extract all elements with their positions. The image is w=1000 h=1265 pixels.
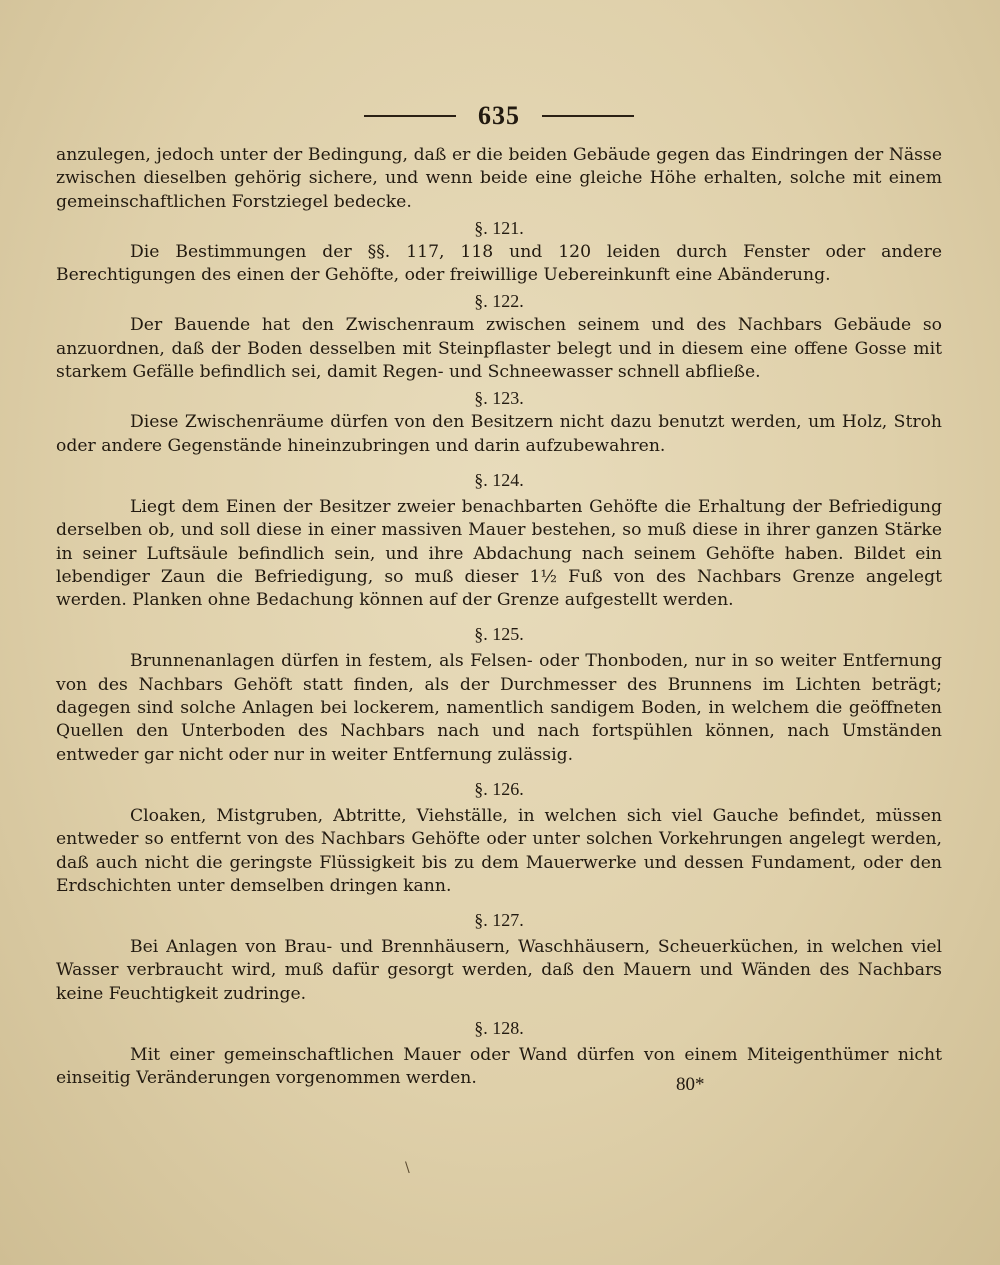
paragraph-128: Mit einer gemeinschaftlichen Mauer oder Wand dürfen von einem Miteigenthümer nicht einseitig Veränderungen vorgenommen werden.: [56, 1045, 942, 1089]
paragraph-126: Cloaken, Mistgruben, Abtritte, Viehställe, in welchen sich viel Gauche befindet, müssen entweder so entfernt von des Nachbars Gehöfte oder unter solchen Vorkehrungen angelegt werden, daß auch nicht die geringste Flüssigkeit bis zu dem Mauerwerke und dessen Fundament, oder den Erdschichten unter demselben dringen kann.: [56, 805, 942, 896]
paragraph-continuation: anzulegen, jedoch unter der Bedingung, daß er die beiden Gebäude gegen das Eindringen der Nässe zwischen dieselben gehörig sichere, und wenn beide eine gleiche Höhe erhalten, solche mit einem gemeinschaftlichen Forstziegel bedecke.: [56, 145, 942, 212]
signature-mark: 80*: [676, 1074, 705, 1095]
paragraph-127: Bei Anlagen von Brau- und Brennhäusern, Waschhäusern, Scheuerküchen, in welchen viel Wasser verbraucht wird, muß dafür gesorgt werden, daß den Mauern und Wänden des Nachbars keine Feuchtigkeit zudringe.: [56, 937, 942, 1004]
paragraph-124: Liegt dem Einen der Besitzer zweier benachbarten Gehöfte die Erhaltung der Befriedigung derselben ob, und soll diese in einer massiven Mauer bestehen, so muß diese in ihrer ganzen Stärke in seiner Luftsäule befindlich sein, und ihre Abdachung nach seinem Gehöfte haben. Bildet ein lebendiger Zaun die Befriedigung, so muß dieser 1½ Fuß von des Nachbars Grenze angelegt werden. Planken ohne Bedachung können auf der Grenze aufgestellt werden.: [56, 496, 942, 611]
page-number: 635: [478, 101, 520, 130]
paragraph-122: Der Bauende hat den Zwischenraum zwischen seinem und des Nachbars Gebäude so anzuordnen, daß der Boden desselben mit Steinpflaster belegt und in diesem eine offene Gosse mit starkem Gefälle befindlich sei, damit Regen- und Schneewasser schnell abfließe.: [56, 315, 942, 383]
paragraph-125: Brunnenanlagen dürfen in festem, als Felsen- oder Thonboden, nur in so weiter Entfernung von des Nachbars Gehöft statt finden, als der Durchmesser des Brunnens im Lichten beträgt; dagegen sind solche Anlagen bei lockerem, namentlich sandigem Boden, in welchem die geöffneten Quellen den Unterboden des Nachbars nach und nach fortspühlen können, nach Umständen entweder gar nicht oder nur in weiter Entfernung zulässig.: [56, 651, 942, 765]
stray-mark: \: [405, 1160, 410, 1176]
section-heading-123: §. 123.: [474, 388, 524, 409]
header-rule-right: [542, 115, 634, 117]
body-text: [56, 144, 942, 1091]
section-heading-125: §. 125.: [474, 624, 524, 645]
header-rule-left: [364, 115, 456, 117]
section-heading-126: §. 126.: [474, 778, 524, 799]
paragraph-123: Diese Zwischenräume dürfen von den Besitzern nicht dazu benutzt werden, um Holz, Stroh oder andere Gegenstände hineinzubringen und darin aufzubewahren.: [56, 412, 942, 456]
section-heading-127: §. 127.: [474, 910, 524, 931]
page-header: [56, 96, 942, 136]
section-heading-122: §. 122.: [474, 291, 524, 312]
section-heading-124: §. 124.: [474, 469, 524, 490]
section-heading-121: §. 121.: [474, 217, 524, 238]
paragraph-121: Die Bestimmungen der §§. 117, 118 und 120 leiden durch Fenster oder andere Berechtigungen des einen der Gehöfte, oder freiwillige Uebereinkunft eine Abänderung.: [56, 241, 942, 286]
section-heading-128: §. 128.: [474, 1018, 524, 1039]
